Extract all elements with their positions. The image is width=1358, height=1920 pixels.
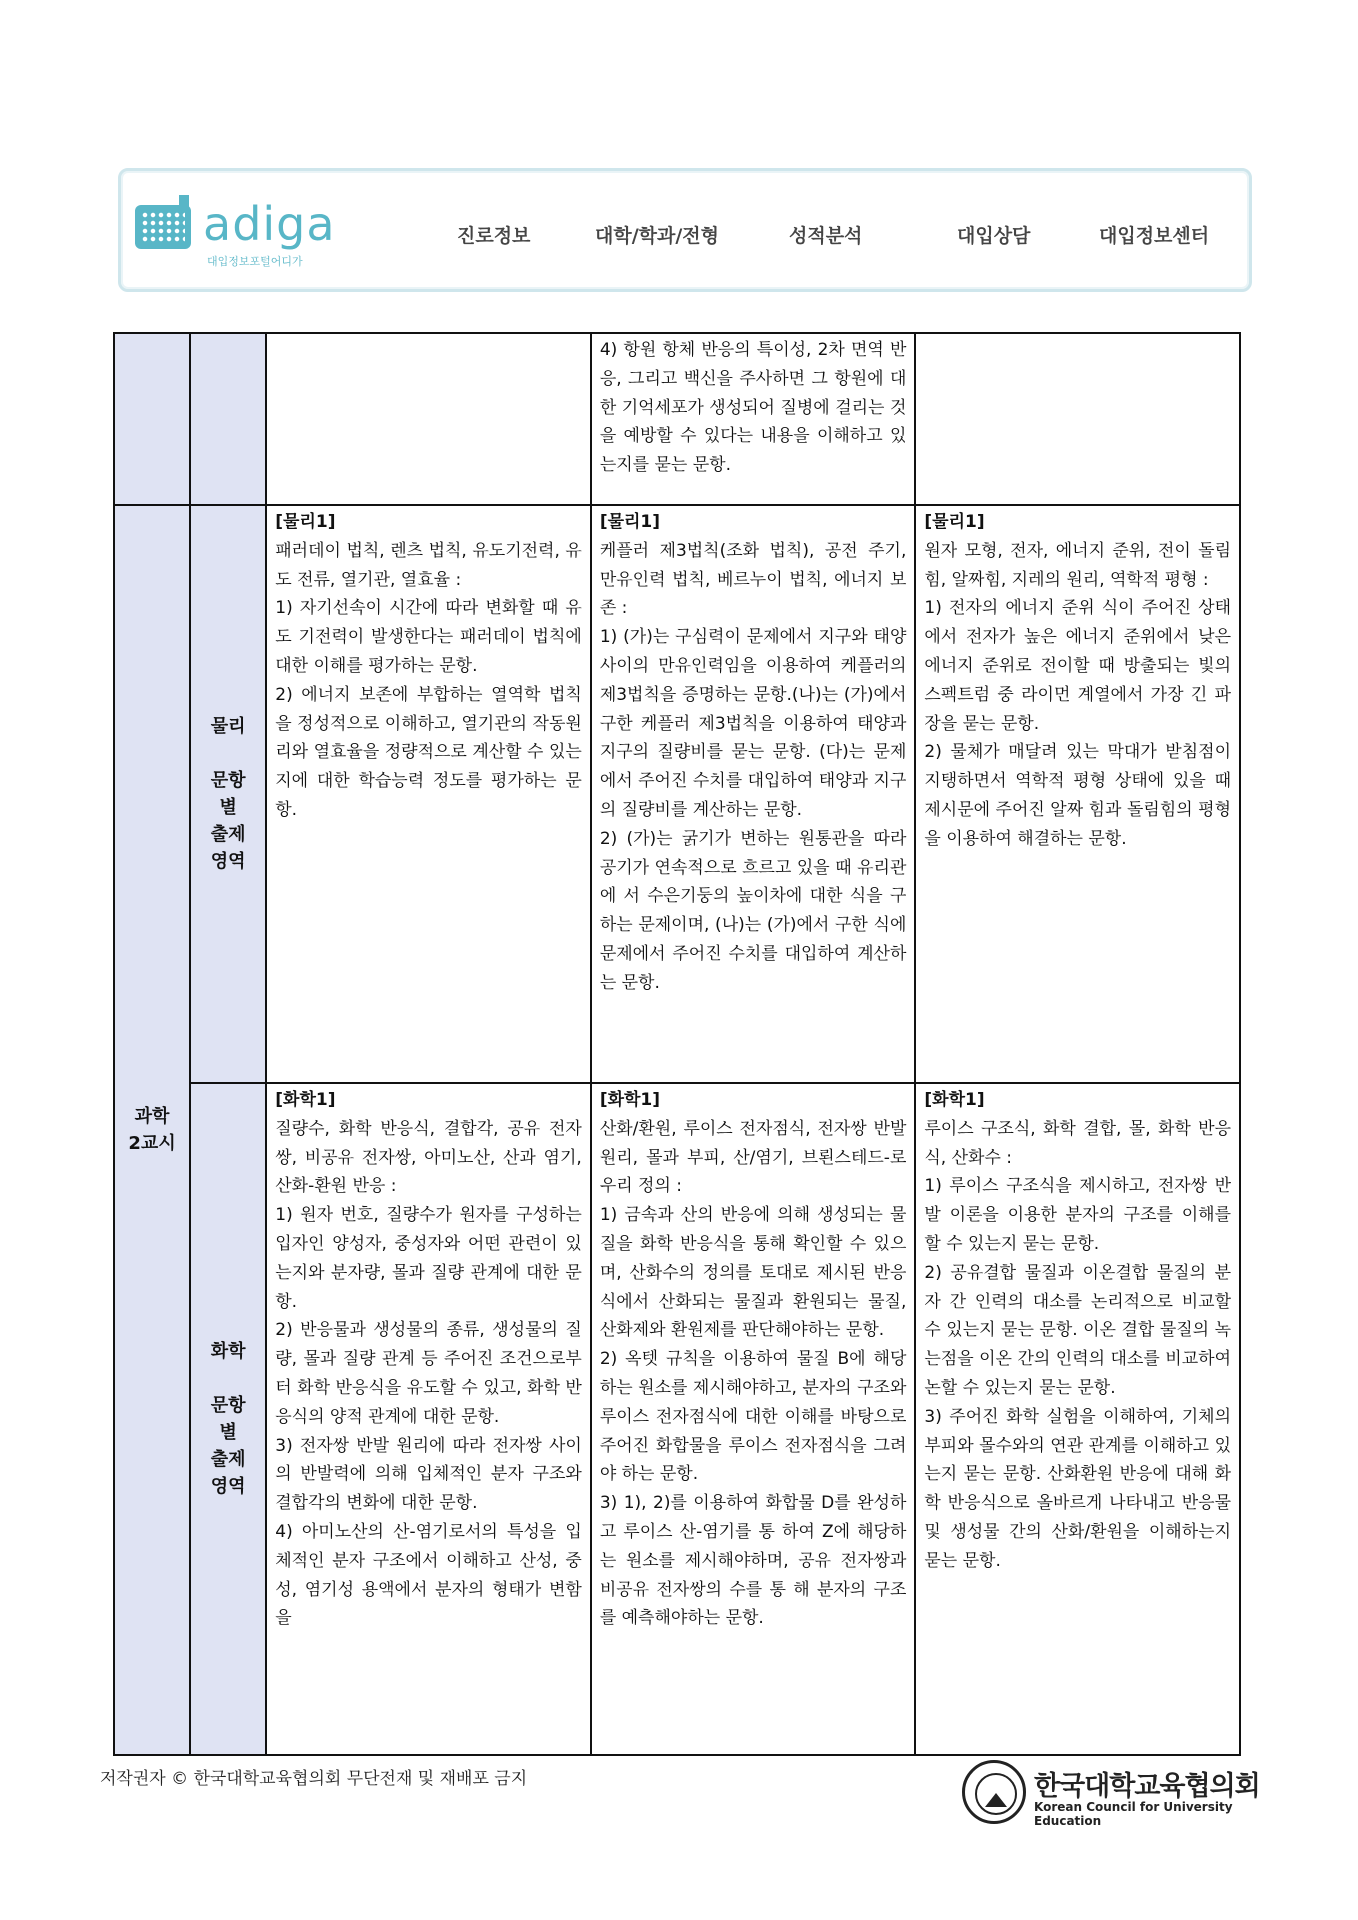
table-row-chemistry [114, 1083, 1240, 1755]
physics-label-cell [190, 505, 266, 1083]
item-2: 2) 옥텟 규칙을 이용하여 물질 B에 해당하는 원소를 제시해야하고, 분자의 구조와 루이스 전자점식에 대한 이해를 바탕으로 주어진 화합물을 루이스 전자점식을 그려 야 하는 문항. [599, 1349, 907, 1485]
item-1: 1) 루이스 구조식을 제시하고, 전자쌍 반발 이론을 이용한 분자의 구조를 이해를 할 수 있는지 묻는 문항. [924, 1176, 1231, 1254]
nav-university[interactable]: 대학/학과/전형 [595, 225, 720, 247]
cell-heading: [화학1] [599, 1090, 661, 1110]
label-cell-empty [114, 333, 190, 505]
nav-score-analysis[interactable]: 성적분석 [789, 225, 863, 247]
keywords: 루이스 구조식, 화학 결합, 몰, 화학 반응식, 산화수 : [924, 1118, 1231, 1168]
item-1: 1) 금속과 산의 반응에 의해 생성되는 물질을 화학 반응식을 통해 확인할 수 있으며, 산화수의 정의를 토대로 제시된 반응식에서 산화되는 물질과 환원되는 물질, 산화제와 환원제를 판단해야하는 문항. [599, 1205, 907, 1341]
subject-label-cell [114, 505, 190, 1755]
keywords: 원자 모형, 전자, 에너지 준위, 전이 돌림힘, 알짜힘, 지레의 원리, 역학적 평형 : [924, 540, 1231, 590]
keywords: 패러데이 법칙, 렌츠 법칙, 유도기전력, 유도 전류, 열기관, 열효율 : [275, 540, 582, 590]
item-1: 1) 자기선속이 시간에 따라 변화할 때 유도 기전력이 발생한다는 패러데이 법칙에 대한 이해를 평가하는 문항. [275, 598, 582, 676]
cell-heading: [화학1] [924, 1090, 985, 1110]
org-name: 한국대학교육협의회 [1034, 1771, 1260, 1802]
cell-empty [915, 333, 1240, 505]
logo-subtitle: 대입정보포털어디가 [207, 255, 303, 268]
item-2: 2) 공유결합 물질과 이온결합 물질의 분자 간 인력의 대소를 논리적으로 비교할 수 있는지 묻는 문항. 이온 결합 물질의 녹는점을 이온 간의 인력의 대소를 비교하여 논할 수 있는지 묻는 문항. [924, 1262, 1231, 1398]
chemistry-cell-1 [266, 1083, 591, 1755]
item-1: 1) (가)는 구심력이 문제에서 지구와 태양 사이의 만유인력임을 이용하여 케플러의 제3법칙을 증명하는 문항.(나)는 (가)에서 구한 케플러 제3법칙을 이용하여 태양과 지구의 질량비를 묻는 문항. (다)는 문제에서 주어진 수치를 대입하여 태양과 지구의 질량비를 계산하는 문항. [599, 627, 907, 820]
item-1: 1) 원자 번호, 질량수가 원자를 구성하는 입자인 양성자, 중성자와 어떤 관련이 있는지와 분자량, 몰과 질량 관계에 대한 문항. [275, 1205, 582, 1312]
org-name-en: Korean Council for University Education [1034, 1800, 1233, 1828]
physics-cell-1 [266, 505, 591, 1083]
kcue-logo [962, 1760, 1262, 1830]
nav-info-center[interactable]: 대입정보센터 [1099, 225, 1210, 247]
table-row [114, 333, 1240, 505]
chemistry-cell-3 [915, 1083, 1240, 1755]
label-cell-empty [190, 333, 266, 505]
subject-label: 과학 2교시 [128, 1106, 176, 1154]
header-banner [118, 168, 1252, 292]
nav-consulting[interactable]: 대입상담 [957, 225, 1031, 247]
keywords: 질량수, 화학 반응식, 결합각, 공유 전자쌍, 비공유 전자쌍, 아미노산, 산과 염기, 산화-환원 반응 : [275, 1118, 582, 1197]
adiga-logo[interactable] [135, 191, 350, 269]
nav-career[interactable]: 진로정보 [457, 225, 531, 247]
biology-item-4: 4) 항원 항체 반응의 특이성, 2차 면역 반응, 그리고 백신을 주사하면 그 항원에 대 한 기억세포가 생성되어 질병에 걸리는 것을 예방할 수 있다는 내용을 이해하고 있는지를 묻는 문항. [599, 340, 907, 476]
item-2: 2) 물체가 매달려 있는 막대가 받침점이 지탱하면서 역학적 평형 상태에 있을 때 제시문에 주어진 알짜 힘과 돌림힘의 평형을 이용하여 해결하는 문항. [924, 742, 1231, 849]
chemistry-label-cell [190, 1083, 266, 1755]
keywords: 산화/환원, 루이스 전자점식, 전자쌍 반발 원리, 몰과 부피, 산/염기, 브뢴스테드-로우리 정의 : [599, 1118, 907, 1197]
item-3: 3) 1), 2)를 이용하여 화합물 D를 완성하고 루이스 산-염기를 통 하여 Z에 해당하는 원소를 제시해야하며, 공유 전자쌍과 비공유 전자쌍의 수를 통 해 분자의 구조를 예측해야하는 문항. [599, 1493, 907, 1629]
table-row-physics [114, 505, 1240, 1083]
chemistry-label: 화학 문항 별 출제 영역 [210, 1341, 246, 1497]
item-2: 2) 반응물과 생성물의 종류, 생성물의 질량, 몰과 질량 관계 등 주어진 조건으로부터 화학 반응식을 유도할 수 있고, 화학 반응식의 양적 관계에 대한 문항. [275, 1320, 582, 1427]
copyright-notice: 저작권자 © 한국대학교육협의회 무단전재 및 재배포 금지 [100, 1769, 528, 1789]
logo-text: adiga [203, 197, 336, 251]
building-icon [135, 205, 191, 249]
item-3: 3) 전자쌍 반발 원리에 따라 전자쌍 사이의 반발력에 의해 입체적인 분자 구조와 결합각의 변화에 대한 문항. [275, 1435, 582, 1514]
cell-heading: [화학1] [275, 1090, 336, 1110]
physics-label: 물리 문항 별 출제 영역 [210, 716, 246, 872]
cell-heading: [물리1] [924, 512, 985, 532]
cell-empty [266, 333, 591, 505]
biology-cont-cell [591, 333, 916, 505]
cell-heading: [물리1] [275, 512, 336, 532]
kcue-seal-icon [962, 1760, 1026, 1824]
keywords: 케플러 제3법칙(조화 법칙), 공전 주기, 만유인력 법칙, 베르누이 법칙, 에너지 보존 : [599, 540, 907, 619]
chemistry-cell-2 [591, 1083, 916, 1755]
item-3: 3) 주어진 화학 실험을 이해하여, 기체의 부피와 몰수와의 연관 관계를 이해하고 있는지 묻는 문항. 산화환원 반응에 대해 화학 반응식으로 올바르게 나타내고 반응물 및 생성물 간의 산화/환원을 이해하는지 묻는 문항. [924, 1406, 1231, 1571]
physics-cell-2 [591, 505, 916, 1083]
item-2: 2) (가)는 굵기가 변하는 원통관을 따라 공기가 연속적으로 흐르고 있을 때 유리관에 서 수은기둥의 높이차에 대한 식을 구하는 문제이며, (나)는 (가)에서 구한 식에 문제에서 주어진 수치를 대입하여 계산하는 문항. [599, 828, 907, 993]
exam-area-table [113, 332, 1241, 1756]
item-1: 1) 전자의 에너지 준위 식이 주어진 상태에서 전자가 높은 에너지 준위에서 낮은 에너지 준위로 전이할 때 방출되는 빛의 스펙트럼 중 라이먼 계열에서 가장 긴 파장을 묻는 문항. [924, 598, 1231, 734]
physics-cell-3 [915, 505, 1240, 1083]
item-4: 4) 아미노산의 산-염기로서의 특성을 입체적인 분자 구조에서 이해하고 산성, 중성, 염기성 용액에서 분자의 형태가 변함을 [275, 1521, 582, 1629]
cell-heading: [물리1] [599, 512, 661, 532]
item-2: 2) 에너지 보존에 부합하는 열역학 법칙을 정성적으로 이해하고, 열기관의 작동원리와 열효율을 정량적으로 계산할 수 있는지에 대한 학습능력 정도를 평가하는 문항. [275, 684, 582, 820]
